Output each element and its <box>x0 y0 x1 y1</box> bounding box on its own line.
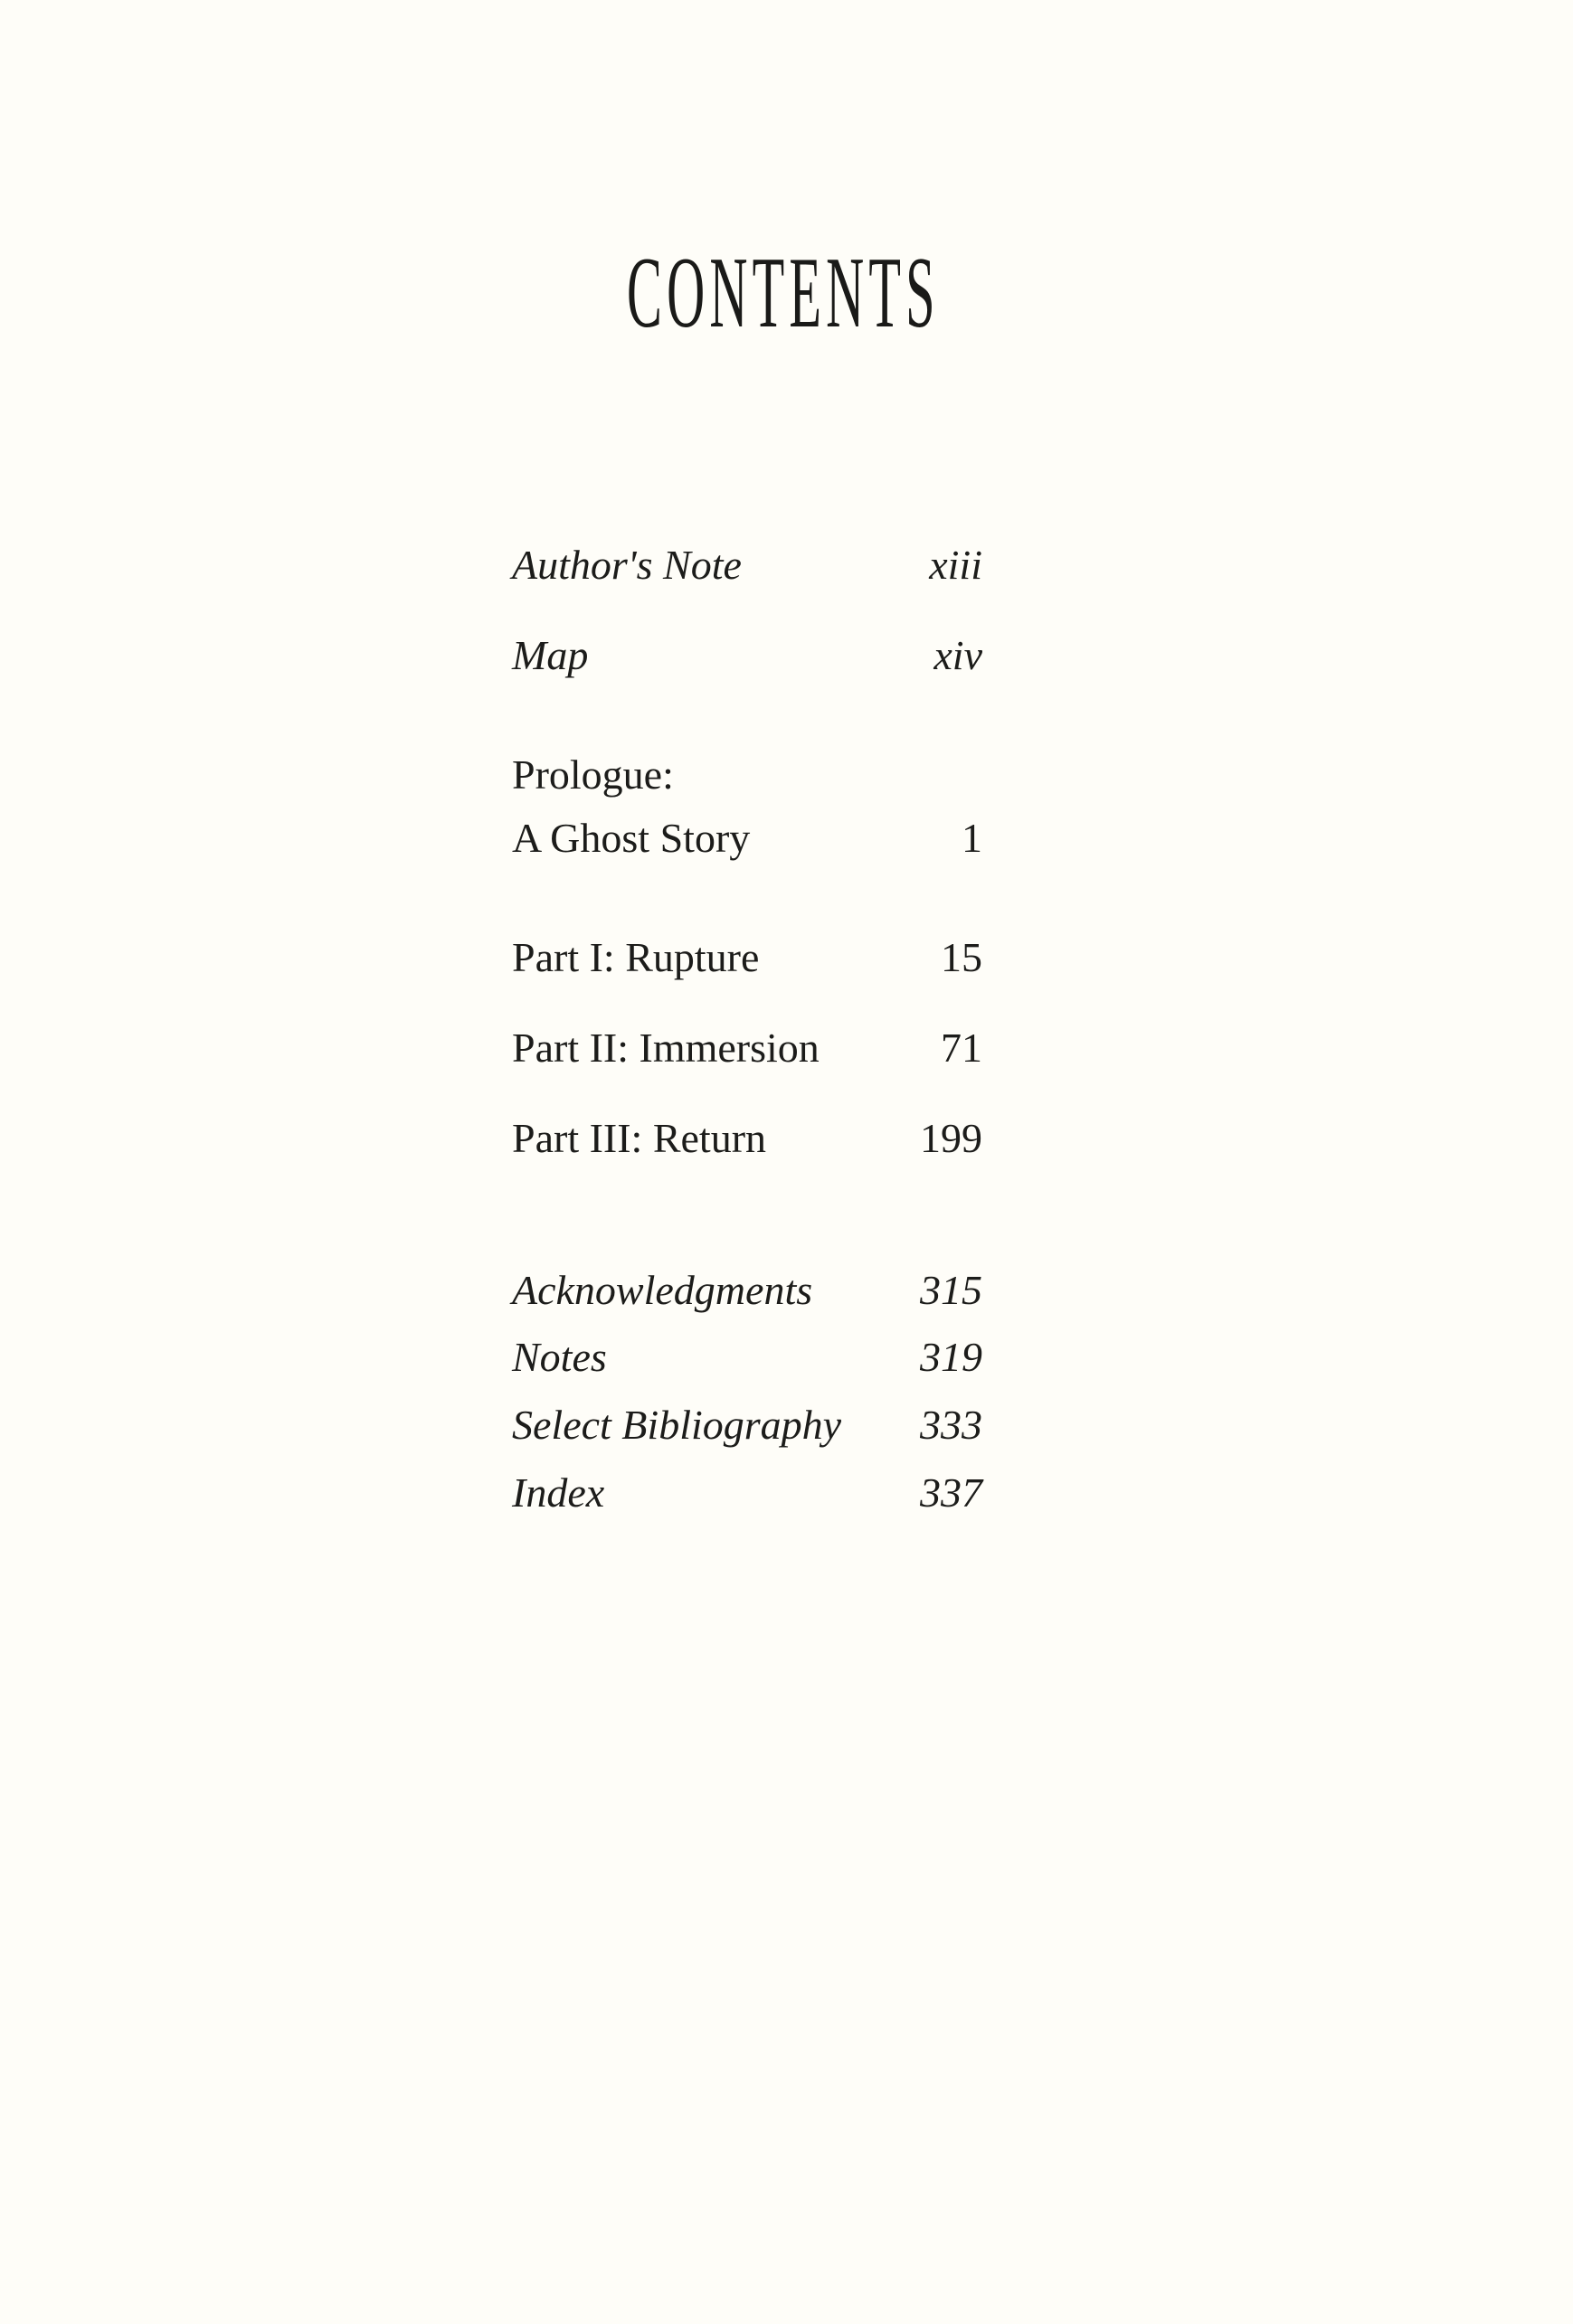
toc-entry-label: Index <box>512 1469 605 1516</box>
toc-entry-authors-note <box>512 534 982 597</box>
toc-entry-acknowledgments <box>512 1259 982 1322</box>
toc-entry-page: 199 <box>920 1115 982 1161</box>
table-of-contents <box>512 0 982 2324</box>
toc-entry-part-3 <box>512 1107 982 1170</box>
toc-entry-label: Part I: Rupture <box>512 934 760 980</box>
toc-entry-page: xiii <box>929 542 982 588</box>
page-title: CONTENTS <box>627 237 940 349</box>
toc-entry-page: 333 <box>920 1402 982 1448</box>
toc-entry-label: Select Bibliography <box>512 1402 842 1448</box>
toc-entry-page: 15 <box>941 934 982 980</box>
toc-entry-notes <box>512 1326 982 1389</box>
toc-entry-part-2 <box>512 1016 982 1080</box>
toc-entry-page: 315 <box>920 1267 982 1313</box>
toc-entry-index <box>512 1461 982 1525</box>
toc-entry-page: 71 <box>941 1025 982 1071</box>
toc-entry-label: Acknowledgments <box>512 1267 813 1313</box>
toc-entry-label: Prologue: <box>512 751 674 798</box>
toc-entry-label: Map <box>512 632 589 678</box>
toc-entry-prologue <box>512 743 982 870</box>
toc-entry-label: Part III: Return <box>512 1115 767 1161</box>
toc-entry-label: Author's Note <box>512 542 742 588</box>
toc-entry-subtitle: A Ghost Story <box>512 815 751 861</box>
toc-entry-label: Part II: Immersion <box>512 1025 820 1071</box>
toc-entry-page: 319 <box>920 1334 982 1380</box>
toc-entry-page: xiv <box>933 632 982 678</box>
toc-entry-page: 1 <box>962 815 982 861</box>
toc-entry-page: 337 <box>920 1469 982 1516</box>
toc-entry-select-bibliography <box>512 1393 982 1457</box>
toc-entry-label: Notes <box>512 1334 607 1380</box>
toc-entry-part-1 <box>512 926 982 989</box>
toc-entry-map <box>512 624 982 687</box>
